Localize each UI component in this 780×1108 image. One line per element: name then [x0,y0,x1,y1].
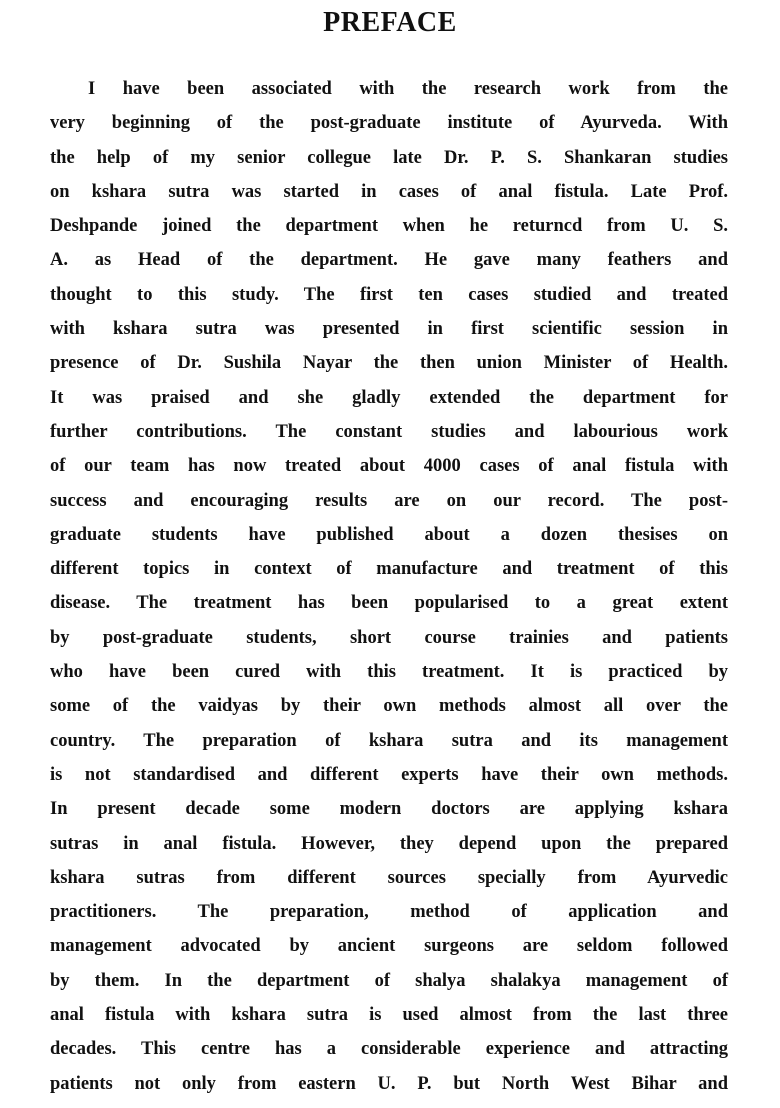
text-line: further contributions. The constant studies and labourious work [50,421,728,442]
text-line: practitioners. The preparation, method of application and [50,902,728,923]
text-line: of our team has now treated about 4000 cases of anal fistula with [50,456,728,477]
text-line: In present decade some modern doctors are applying kshara [50,799,728,820]
text-line: success and encouraging results are on our record. The post- [50,490,728,511]
text-line: by post-graduate students, short course trainies and patients [50,627,728,648]
text-line: I have been associated with the research work from the [88,79,728,99]
text-line: decades. This centre has a considerable experience and attracting [50,1039,728,1060]
text-line: anal fistula with kshara sutra is used almost from the last three [50,1005,728,1026]
text-line: graduate students have published about a dozen thesises on [50,524,728,545]
text-line: patients not only from eastern U. P. but North West Bihar and [50,1073,728,1094]
text-line: is not standardised and different experts have their own methods. [50,764,728,785]
text-line: country. The preparation of kshara sutra and its management [50,730,728,751]
page-title: PREFACE [323,7,457,38]
text-line: by them. In the department of shalya shalakya management of [50,970,728,991]
text-line: different topics in context of manufacture and treatment of this [50,559,728,580]
text-line: on kshara sutra was started in cases of anal fistula. Late Prof. [50,181,728,202]
text-line: management advocated by ancient surgeons are seldom followed [50,936,728,957]
text-line: the help of my senior collegue late Dr. P. S. Shankaran studies [50,147,728,168]
text-line: It was praised and she gladly extended the department for [50,387,728,408]
text-line: very beginning of the post-graduate institute of Ayurveda. With [50,113,728,134]
text-line: sutras in anal fistula. However, they depend upon the prepared [50,833,728,854]
text-line: some of the vaidyas by their own methods almost all over the [50,696,728,717]
text-line: disease. The treatment has been popularised to a great extent [50,593,728,614]
text-line: thought to this study. The first ten cases studied and treated [50,284,728,305]
text-line: Deshpande joined the department when he returncd from U. S. [50,216,728,237]
text-line: with kshara sutra was presented in first scientific session in [50,319,728,340]
text-line: kshara sutras from different sources specially from Ayurvedic [50,867,728,888]
preface-paragraph [50,72,728,1101]
text-line: A. as Head of the department. He gave many feathers and [50,250,728,271]
text-line: presence of Dr. Sushila Nayar the then union Minister of Health. [50,353,728,374]
text-line: who have been cured with this treatment. It is practiced by [50,662,728,683]
